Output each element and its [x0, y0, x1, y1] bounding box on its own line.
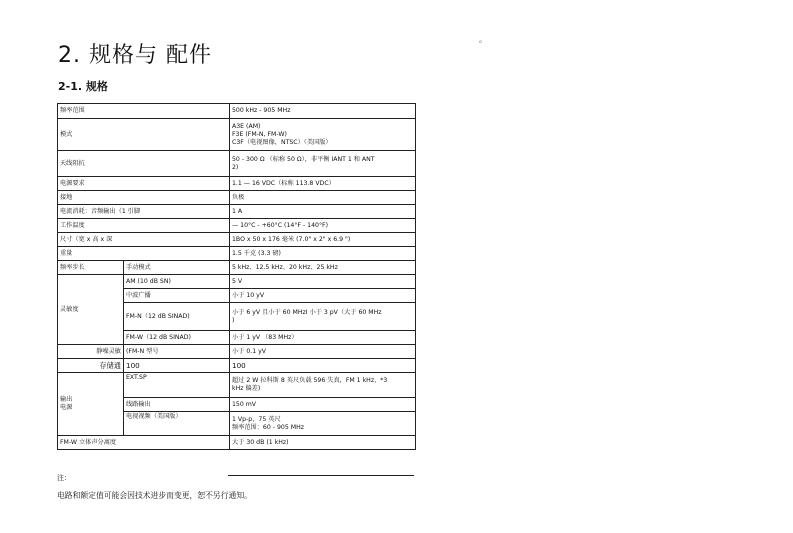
spec-sublabel: FM-W（12 dB SINAD): [124, 331, 230, 345]
table-row: [58, 261, 416, 275]
spec-value: [230, 119, 416, 151]
spec-value: [230, 303, 416, 331]
table-row: [58, 233, 416, 247]
spec-sublabel: 电视视频（美国版）: [124, 412, 230, 436]
notes-divider: [228, 475, 414, 476]
table-row: [58, 177, 416, 191]
spec-label: 频率范围: [58, 104, 230, 119]
spec-label: 重量: [58, 247, 230, 261]
spec-label-line: 输出: [60, 396, 73, 403]
spec-value-line: A3E (AM): [232, 122, 261, 130]
spec-table: [57, 103, 416, 450]
spec-value-line: F3E (FM-N, FM-W): [232, 130, 287, 138]
spec-value: 1.1 — 16 VDC（标称 113.8 VDC）: [230, 177, 416, 191]
spec-value-line: 50 - 300 Ω （标称 50 Ω），非平衡 IANT 1 和 ANT: [232, 155, 375, 163]
spec-label: 天线阻抗: [58, 151, 230, 177]
spec-label-line: 电源: [60, 404, 73, 411]
spec-value: [230, 151, 416, 177]
section-title: 2-1. 规格: [58, 80, 108, 93]
spec-value: [230, 412, 416, 436]
page-title: 2. 规格与 配件: [58, 43, 212, 68]
spec-label: 频率步长: [58, 261, 124, 275]
spec-value: 500 kHz - 905 MHz: [230, 104, 416, 119]
spec-label: 灵敏度: [58, 275, 124, 345]
spec-value: 5 kHz、12.5 kHz、20 kHz、25 kHz: [230, 261, 416, 275]
spec-value: 负极: [230, 191, 416, 205]
spec-sublabel: 中波广播: [124, 289, 230, 303]
spec-label: 静噪灵敏: [58, 345, 124, 359]
spec-value-line: 小于 6 yV 且小于 60 MHzI 小于 3 pV（大于 60 MHz: [232, 308, 382, 316]
spec-value: 1.5 千克 (3.3 磅): [230, 247, 416, 261]
spec-label: 接地: [58, 191, 230, 205]
table-row: [58, 205, 416, 219]
spec-sublabel: EXT.SP: [124, 373, 230, 398]
spec-value-line: 频率范围：60 - 905 MHz: [232, 423, 304, 431]
table-row: [58, 191, 416, 205]
spec-sublabel: 100: [124, 359, 230, 373]
spec-label: 电流消耗：音频输出（1 引脚: [58, 205, 230, 219]
table-row: [58, 359, 416, 373]
spec-sublabel: AM (10 dB SN): [124, 275, 230, 289]
spec-label: 电源要求: [58, 177, 230, 191]
table-row: [58, 373, 416, 398]
spec-value: — 10°C - +60°C (14°F - 140°F): [230, 219, 416, 233]
spec-label: FM-W 立体声分离度: [58, 436, 230, 450]
spec-sublabel: 线路输出: [124, 398, 230, 412]
spec-sublabel: FM-N（12 dB SINAD): [124, 303, 230, 331]
spec-value: 5 V: [230, 275, 416, 289]
table-row: [58, 275, 416, 289]
spec-label: 模式: [58, 119, 230, 151]
table-row: [58, 119, 416, 151]
spec-value: 小于 1 yV （83 MHz）: [230, 331, 416, 345]
spec-label: [58, 373, 124, 436]
table-row: [58, 247, 416, 261]
spec-value: [230, 373, 416, 398]
spec-value-line: 1 Vp-p，75 英尺: [232, 415, 281, 423]
spec-value: 小于 0.1 yV: [230, 345, 416, 359]
table-row: [58, 104, 416, 119]
table-row: [58, 436, 416, 450]
table-row: [58, 151, 416, 177]
spec-label: 存储通: [58, 359, 124, 373]
notes-text: 电路和额定值可能会因技术进步而变更，恕不另行通知。: [57, 491, 252, 500]
spec-value: 1BO x 50 x 176 毫米 (7.0" x 2" x 6.9 "): [230, 233, 416, 247]
spec-value: 100: [230, 359, 416, 373]
spec-value: 小于 10 yV: [230, 289, 416, 303]
notes-label: 注：: [57, 474, 71, 482]
table-row: [58, 219, 416, 233]
spec-value-line: C3F（电视图像，NTSC）（美国版）: [232, 138, 332, 146]
table-row: [58, 345, 416, 359]
spec-value: 150 mV: [230, 398, 416, 412]
spec-value-line: 超过 2 W 拉科斯 8 英尺负载 596 失真，FM 1 kHz，*3: [232, 377, 388, 384]
spec-value: 1 A: [230, 205, 416, 219]
spec-sublabel: 手动模式: [124, 261, 230, 275]
spec-sublabel: (FM-N 型号: [124, 345, 230, 359]
spec-value-line: kHz 偏差): [232, 385, 261, 392]
spec-value-line: ): [232, 316, 235, 324]
spec-label: 尺寸（宽 x 高 x 深: [58, 233, 230, 247]
corner-mark: 。: [479, 35, 487, 44]
spec-value: 大于 30 dB (1 kHz): [230, 436, 416, 450]
spec-label: 工作温度: [58, 219, 230, 233]
spec-value-line: 2): [232, 163, 239, 171]
